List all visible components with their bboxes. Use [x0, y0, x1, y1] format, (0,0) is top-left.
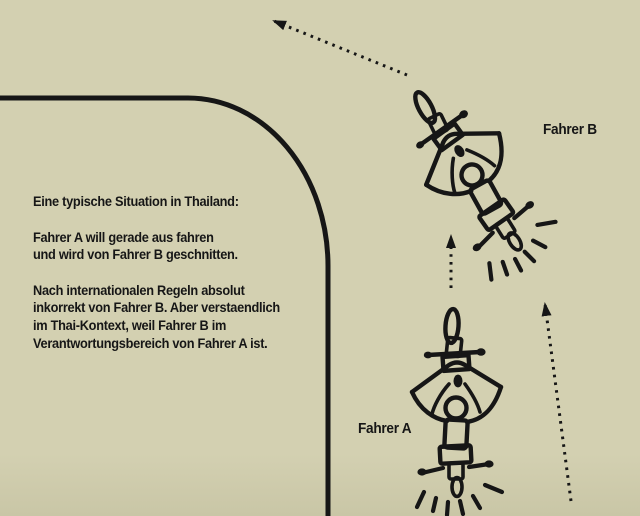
- situation-paragraph-2: [33, 282, 324, 352]
- text-line: Fahrer A will gerade aus fahren: [33, 229, 214, 245]
- text-line: im Thai-Kontext, weil Fahrer B im: [33, 317, 227, 333]
- situation-paragraph-1: [33, 229, 324, 264]
- rider-b-label: Fahrer B: [543, 122, 597, 138]
- motorcycle-fahrer-b: [382, 66, 568, 289]
- motorcycle-fahrer-a: [412, 309, 502, 515]
- text-line: Nach internationalen Regeln absolut: [33, 282, 245, 298]
- text-line: Verantwortungsbereich von Fahrer A ist.: [33, 335, 268, 351]
- text-line: inkorrekt von Fahrer B. Aber verstaendlich: [33, 300, 280, 316]
- arrow-fahrer-b-approach: [545, 304, 571, 501]
- text-line: und wird von Fahrer B geschnitten.: [33, 247, 238, 263]
- rider-a-label: Fahrer A: [358, 421, 412, 437]
- arrow-fahrer-b-exit: [274, 21, 407, 75]
- situation-title: Eine typische Situation in Thailand:: [33, 194, 239, 209]
- situation-text: [33, 193, 324, 370]
